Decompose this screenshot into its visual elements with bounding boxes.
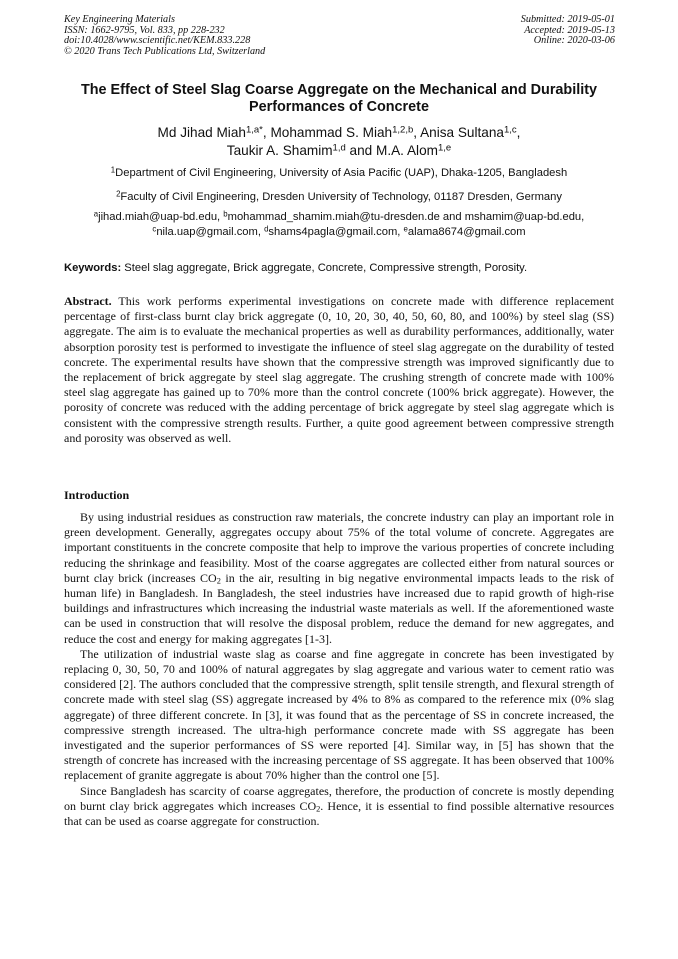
keywords-label: Keywords: xyxy=(64,262,122,274)
journal-name: Key Engineering Materials xyxy=(64,14,175,25)
online-date: Online: 2020-03-06 xyxy=(533,35,615,47)
email-address[interactable]: alama8674@gmail.com xyxy=(407,226,526,238)
author-list xyxy=(64,124,614,160)
keywords-text: Steel slag aggregate, Brick aggregate, Concrete, Compressive strength, Porosity. xyxy=(121,262,528,274)
subscript: 2 xyxy=(316,804,321,814)
copyright-line: © 2020 Trans Tech Publications Ltd, Switzerland xyxy=(64,45,266,57)
author-affiliation-mark: 1,a* xyxy=(245,124,263,136)
email-mark: b xyxy=(223,209,228,219)
author-affiliation-mark: 1,d xyxy=(332,142,346,154)
author-emails xyxy=(58,210,620,240)
author-affiliation-mark: 1,2,b xyxy=(392,124,414,136)
author-separator: , xyxy=(516,125,521,140)
accepted-date: Accepted: 2019-05-13 xyxy=(524,24,615,36)
paragraph-text: in the air, resulting in big negative environmental impacts leads to the risk of human life) in Bangladesh. In Bangladesh, the steel industries have increased due to rapid growth of high-rise buildings and infrastructures which increasing the industrial waste materials as well. If the aforementioned waste can be used in construction that will resolve the disposal problem, reduce the demand for new aggregates, and reduce the cost and energy for making aggregates [1-3]. xyxy=(64,570,614,646)
affiliation xyxy=(58,166,620,181)
email-mark: a xyxy=(93,209,99,219)
email-address[interactable]: jihad.miah@uap-bd.edu, xyxy=(98,211,224,223)
affiliation-mark: 2 xyxy=(116,189,121,199)
submitted-date: Submitted: 2019-05-01 xyxy=(520,14,615,25)
paragraph-text: . Hence, it is essential to find possible alternative resources that can be used as coarse aggregate for construction. xyxy=(64,798,614,829)
author-name: Md Jihad Miah xyxy=(157,125,246,140)
author-separator: , xyxy=(413,125,421,140)
paragraph-text: By using industrial residues as construction raw materials, the concrete industry can play an important role in green development. Generally, aggregates occupy about 75% of the total volume of concrete. Aggregates are important constituents in the concrete composite that help to improve the various properties of concrete including reducing the shrinkage and feasibility. Most of the coarse aggregates are collected either from natural sources or burnt clay brick (increases CO xyxy=(64,510,614,585)
paragraph: The utilization of industrial waste slag as coarse and fine aggregate in concrete has been investigated by replacing 0, 30, 50, 70 and 100% of natural aggregates by slag aggregate and various water to cement ratio was considered [2]. The authors concluded that the compressive strength, split tensile strength, and flexural strength of concrete made with steel slag (SS) aggregate increased by 4% to 8% as compared to the reference mix (0% slag aggregate) of three different concrete. In [3], it was found that as the percentage of SS in concrete increased, the compressive strength increased. The ultra-high performance concrete made with SS aggregate has been investigated and the superior performances of SS were reported [4]. Similar way, in [5] has shown that the strength of concrete has increased with the increasing percentage of SS aggregate. It has been observed that 100% replacement of granite aggregate is about 70% higher than the control one [5]. xyxy=(64,646,614,783)
paragraph xyxy=(64,784,614,830)
author-name: Anisa Sultana xyxy=(420,125,504,140)
author-name: M.A. Alom xyxy=(376,143,438,158)
abstract xyxy=(64,294,614,446)
affiliation xyxy=(58,190,620,205)
abstract-text: This work performs experimental investigations on concrete made with difference replacement percentage of first-class burnt clay brick aggregate (0, 10, 20, 30, 40, 50, 60, 80, and 100%) by steel slag (SS) aggregate. The aim is to evaluate the mechanical properties as well as durability performances, additionally, water absorption porosity test is performed to investigate the influence of steel slag aggregate on the durability of tested concrete. The experimental results have shown that the compressive strength was improved significantly due to the replacement of brick aggregate by steel slag aggregate. The crushing strength of concrete made with 100% steel slag aggregate has gained up to 70% more than the control concrete (100% brick aggregate). However, the porosity of concrete was reduced with the adding percentage of brick aggregate by steel slag aggregate which is consistent with the compressive strength results. Further, a quite good agreement between compressive strength and porosity was observed as well. xyxy=(64,294,614,445)
publication-dates xyxy=(521,15,615,47)
author-name: Taukir A. Shamim xyxy=(226,143,333,158)
journal-info xyxy=(64,15,265,57)
author-name: Mohammad S. Miah xyxy=(270,125,393,140)
keywords xyxy=(64,261,616,275)
affiliation-mark: 1 xyxy=(110,165,116,175)
section-heading-introduction: Introduction xyxy=(64,488,130,502)
issn-line: ISSN: 1662-9795, Vol. 833, pp 228-232 xyxy=(64,24,225,36)
doi-line: doi:10.4028/www.scientific.net/KEM.833.228 xyxy=(64,35,251,47)
paragraph xyxy=(64,510,614,647)
email-mark: e xyxy=(403,224,408,234)
email-mark: d xyxy=(264,224,269,234)
email-address[interactable]: mohammad_shamim.miah@tu-dresden.de and mshamim@uap-bd.edu, xyxy=(227,211,585,223)
affiliation-text: Faculty of Civil Engineering, Dresden University of Technology, 01187 Dresden, Germany xyxy=(120,191,562,203)
abstract-label: Abstract. xyxy=(64,294,112,308)
email-address[interactable]: shams4pagla@gmail.com, xyxy=(268,226,404,238)
author-separator: , xyxy=(262,125,271,140)
paragraph-text: Since Bangladesh has scarcity of coarse aggregates, therefore, the production of concrete is mostly depending on burnt clay brick aggregates which increases CO xyxy=(64,783,614,813)
email-address[interactable]: nila.uap@gmail.com, xyxy=(156,226,265,238)
author-affiliation-mark: 1,e xyxy=(437,142,452,154)
email-mark: c xyxy=(152,224,157,234)
affiliation-text: Department of Civil Engineering, University of Asia Pacific (UAP), Dhaka-1205, Bangladesh xyxy=(115,167,568,179)
paper-title: The Effect of Steel Slag Coarse Aggregate on the Mechanical and Durability Performances of Concrete xyxy=(80,82,598,115)
author-separator: and xyxy=(345,143,377,158)
introduction-body xyxy=(64,510,614,829)
subscript: 2 xyxy=(216,576,221,586)
author-affiliation-mark: 1,c xyxy=(503,124,517,136)
